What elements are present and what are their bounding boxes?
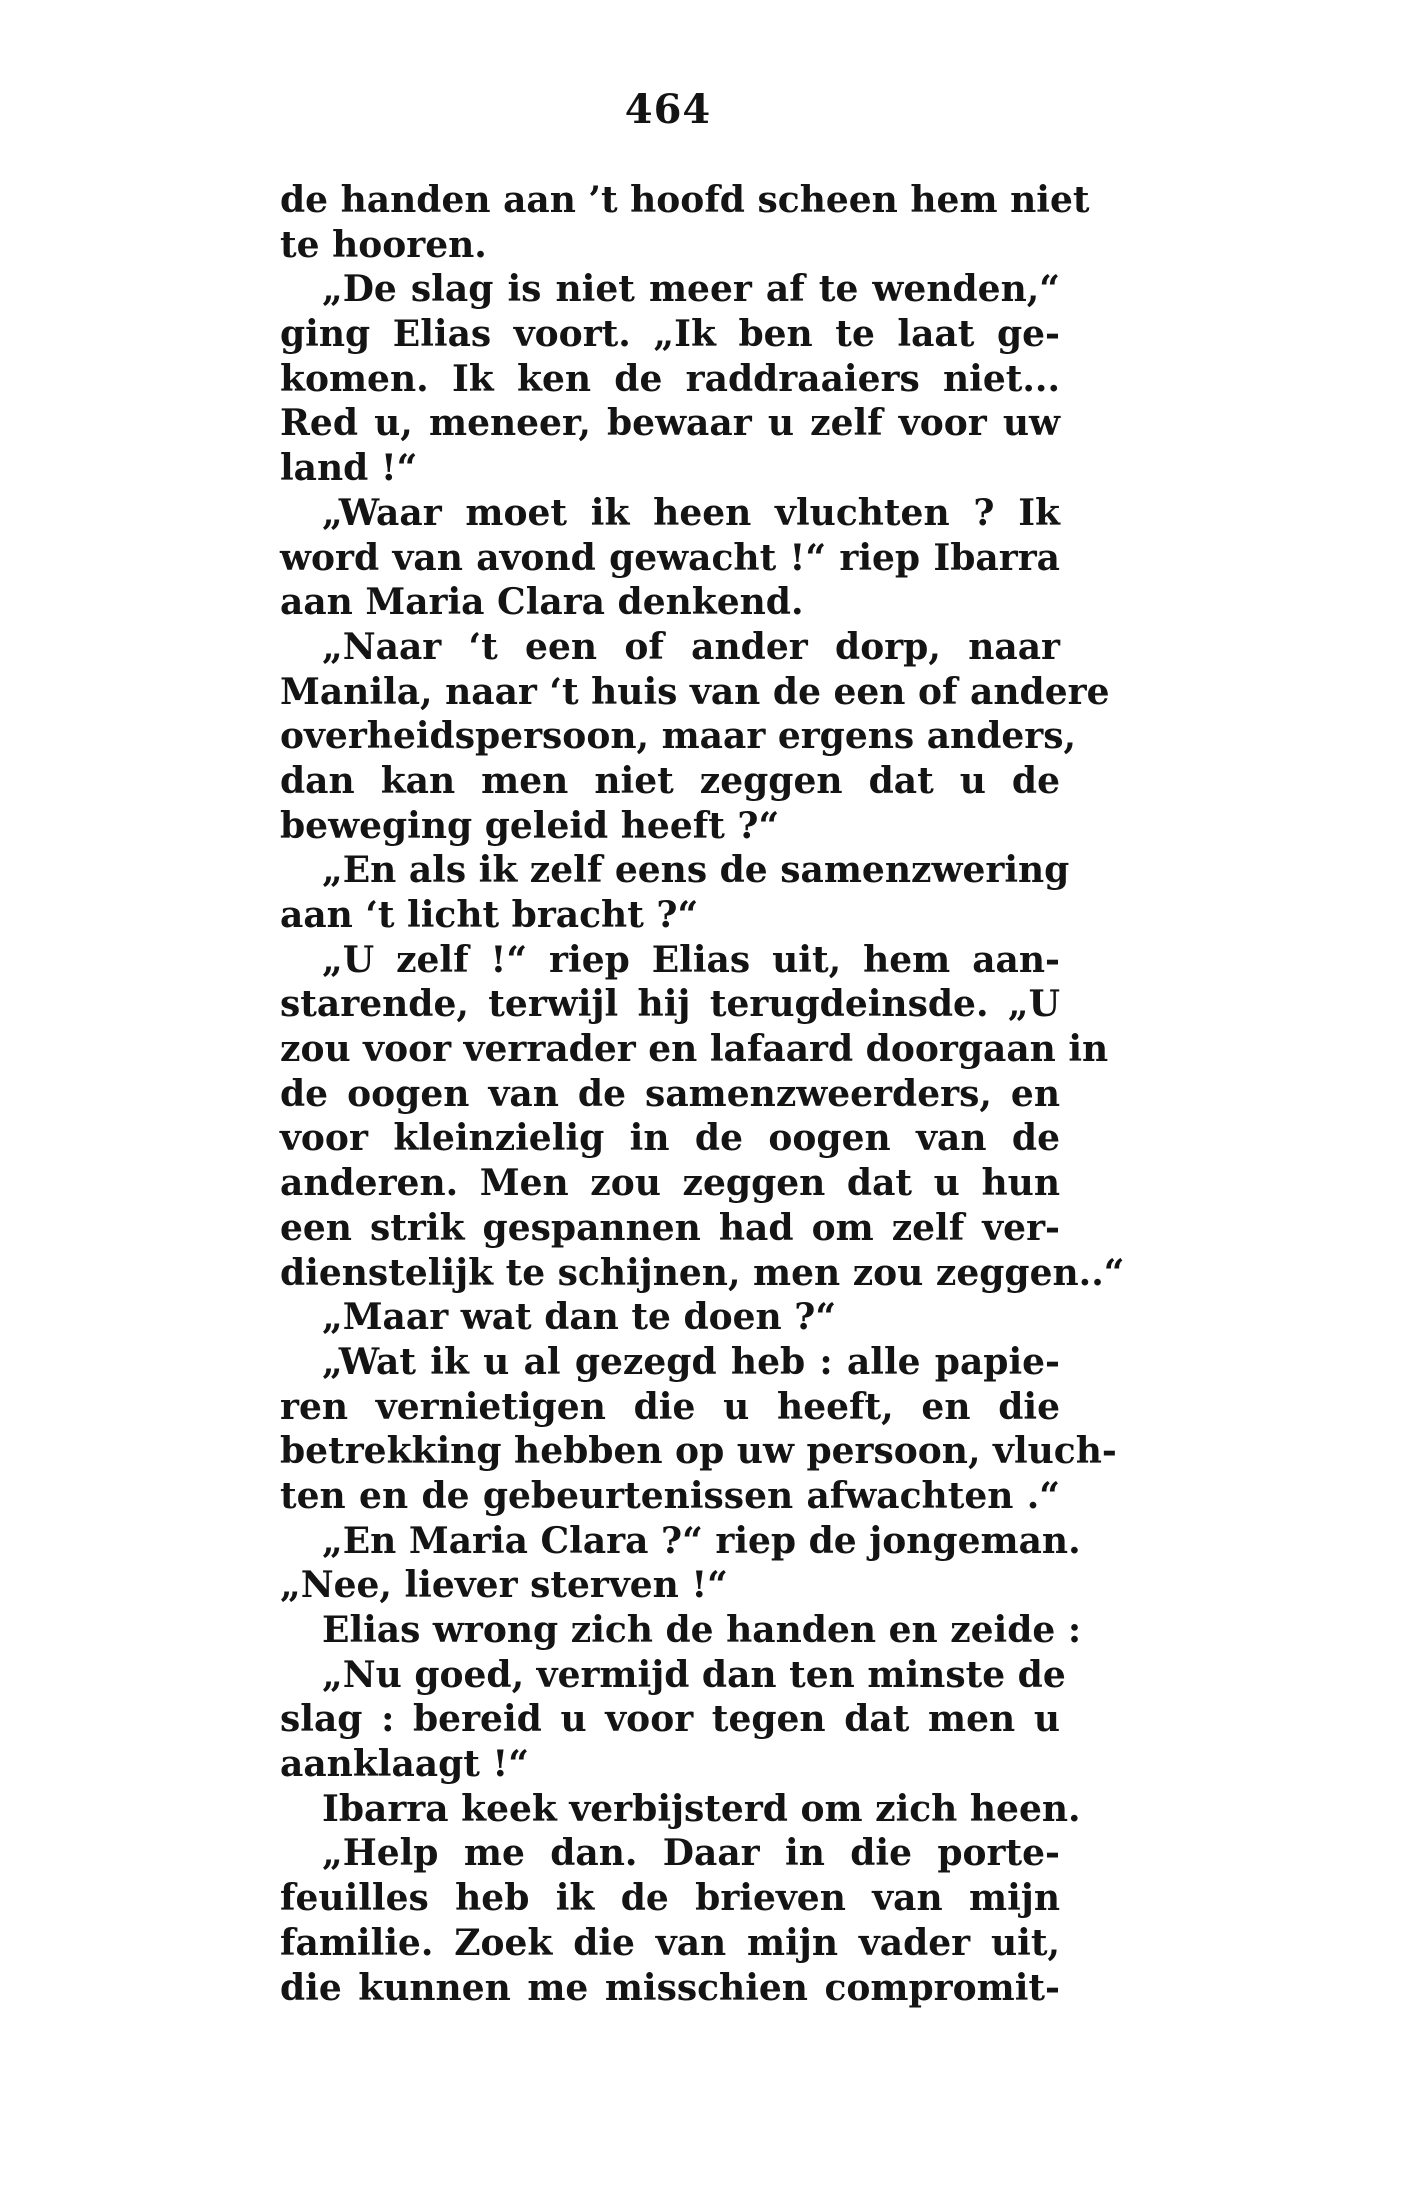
text-line: ging Elias voort. „Ik ben te laat ge- — [280, 313, 1060, 356]
body-text — [280, 178, 1125, 2010]
text-line: de oogen van de samenzweerders, en — [280, 1072, 1060, 1115]
text-line: die kunnen me misschien compromit- — [280, 1966, 1060, 2009]
text-line: zou voor verrader en lafaard doorgaan in — [280, 1028, 1109, 1071]
text-line: „Wat ik u al gezegd heb : alle papie- — [322, 1340, 1060, 1383]
text-line: betrekking hebben op uw persoon, vluch- — [280, 1430, 1117, 1473]
text-line: Red u, meneer, bewaar u zelf voor uw — [280, 402, 1060, 445]
text-line: „En Maria Clara ?“ riep de jongeman. — [322, 1519, 1081, 1562]
text-line: te hooren. — [280, 223, 487, 266]
text-line: ren vernietigen die u heeft, en die — [280, 1385, 1060, 1428]
text-line: ten en de gebeurtenissen afwachten .“ — [280, 1474, 1060, 1517]
text-line: Ibarra keek verbijsterd om zich heen. — [322, 1787, 1081, 1830]
text-line: „Help me dan. Daar in die porte- — [322, 1832, 1060, 1875]
text-line: „U zelf !“ riep Elias uit, hem aan- — [322, 938, 1060, 981]
text-line: anderen. Men zou zeggen dat u hun — [280, 1162, 1060, 1205]
text-line: Elias wrong zich de handen en zeide : — [322, 1609, 1082, 1651]
text-line: slag : bereid u voor tegen dat men u — [280, 1698, 1060, 1741]
text-line: dienstelijk te schijnen, men zou zeggen..“ — [280, 1251, 1125, 1294]
text-line: aan ‘t licht bracht ?“ — [280, 894, 699, 936]
text-line: „Naar ‘t een of ander dorp, naar — [322, 625, 1060, 668]
text-line: de handen aan ’t hoofd scheen hem niet — [280, 179, 1090, 221]
text-line: word van avond gewacht !“ riep Ibarra — [280, 536, 1060, 579]
text-line: „Nu goed, vermijd dan ten minste de — [322, 1653, 1066, 1696]
text-line: aan Maria Clara denkend. — [280, 581, 804, 624]
text-line: komen. Ik ken de raddraaiers niet... — [280, 357, 1060, 400]
text-line: „De slag is niet meer af te wenden,“ — [322, 268, 1060, 311]
text-line: starende, terwijl hij terugdeinsde. „U — [280, 983, 1060, 1026]
text-line: dan kan men niet zeggen dat u de — [280, 759, 1060, 802]
text-line: land !“ — [280, 447, 418, 490]
text-line: „Nee, liever sterven !“ — [280, 1564, 728, 1607]
text-line: „En als ik zelf eens de samenzwering — [322, 849, 1070, 892]
text-line: overheidspersoon, maar ergens anders, — [280, 715, 1077, 758]
text-line: familie. Zoek die van mijn vader uit, — [280, 1921, 1060, 1964]
page-number: 464 — [624, 86, 712, 133]
text-line: Manila, naar ‘t huis van de een of andere — [280, 670, 1110, 713]
text-line: feuilles heb ik de brieven van mijn — [280, 1877, 1060, 1920]
text-line: aanklaagt !“ — [280, 1743, 529, 1786]
text-line: beweging geleid heeft ?“ — [280, 804, 780, 847]
text-line: „Maar wat dan te doen ?“ — [322, 1296, 837, 1339]
text-line: een strik gespannen had om zelf ver- — [280, 1206, 1060, 1249]
text-line: voor kleinzielig in de oogen van de — [280, 1117, 1060, 1160]
text-line: „Waar moet ik heen vluchten ? Ik — [322, 491, 1060, 534]
